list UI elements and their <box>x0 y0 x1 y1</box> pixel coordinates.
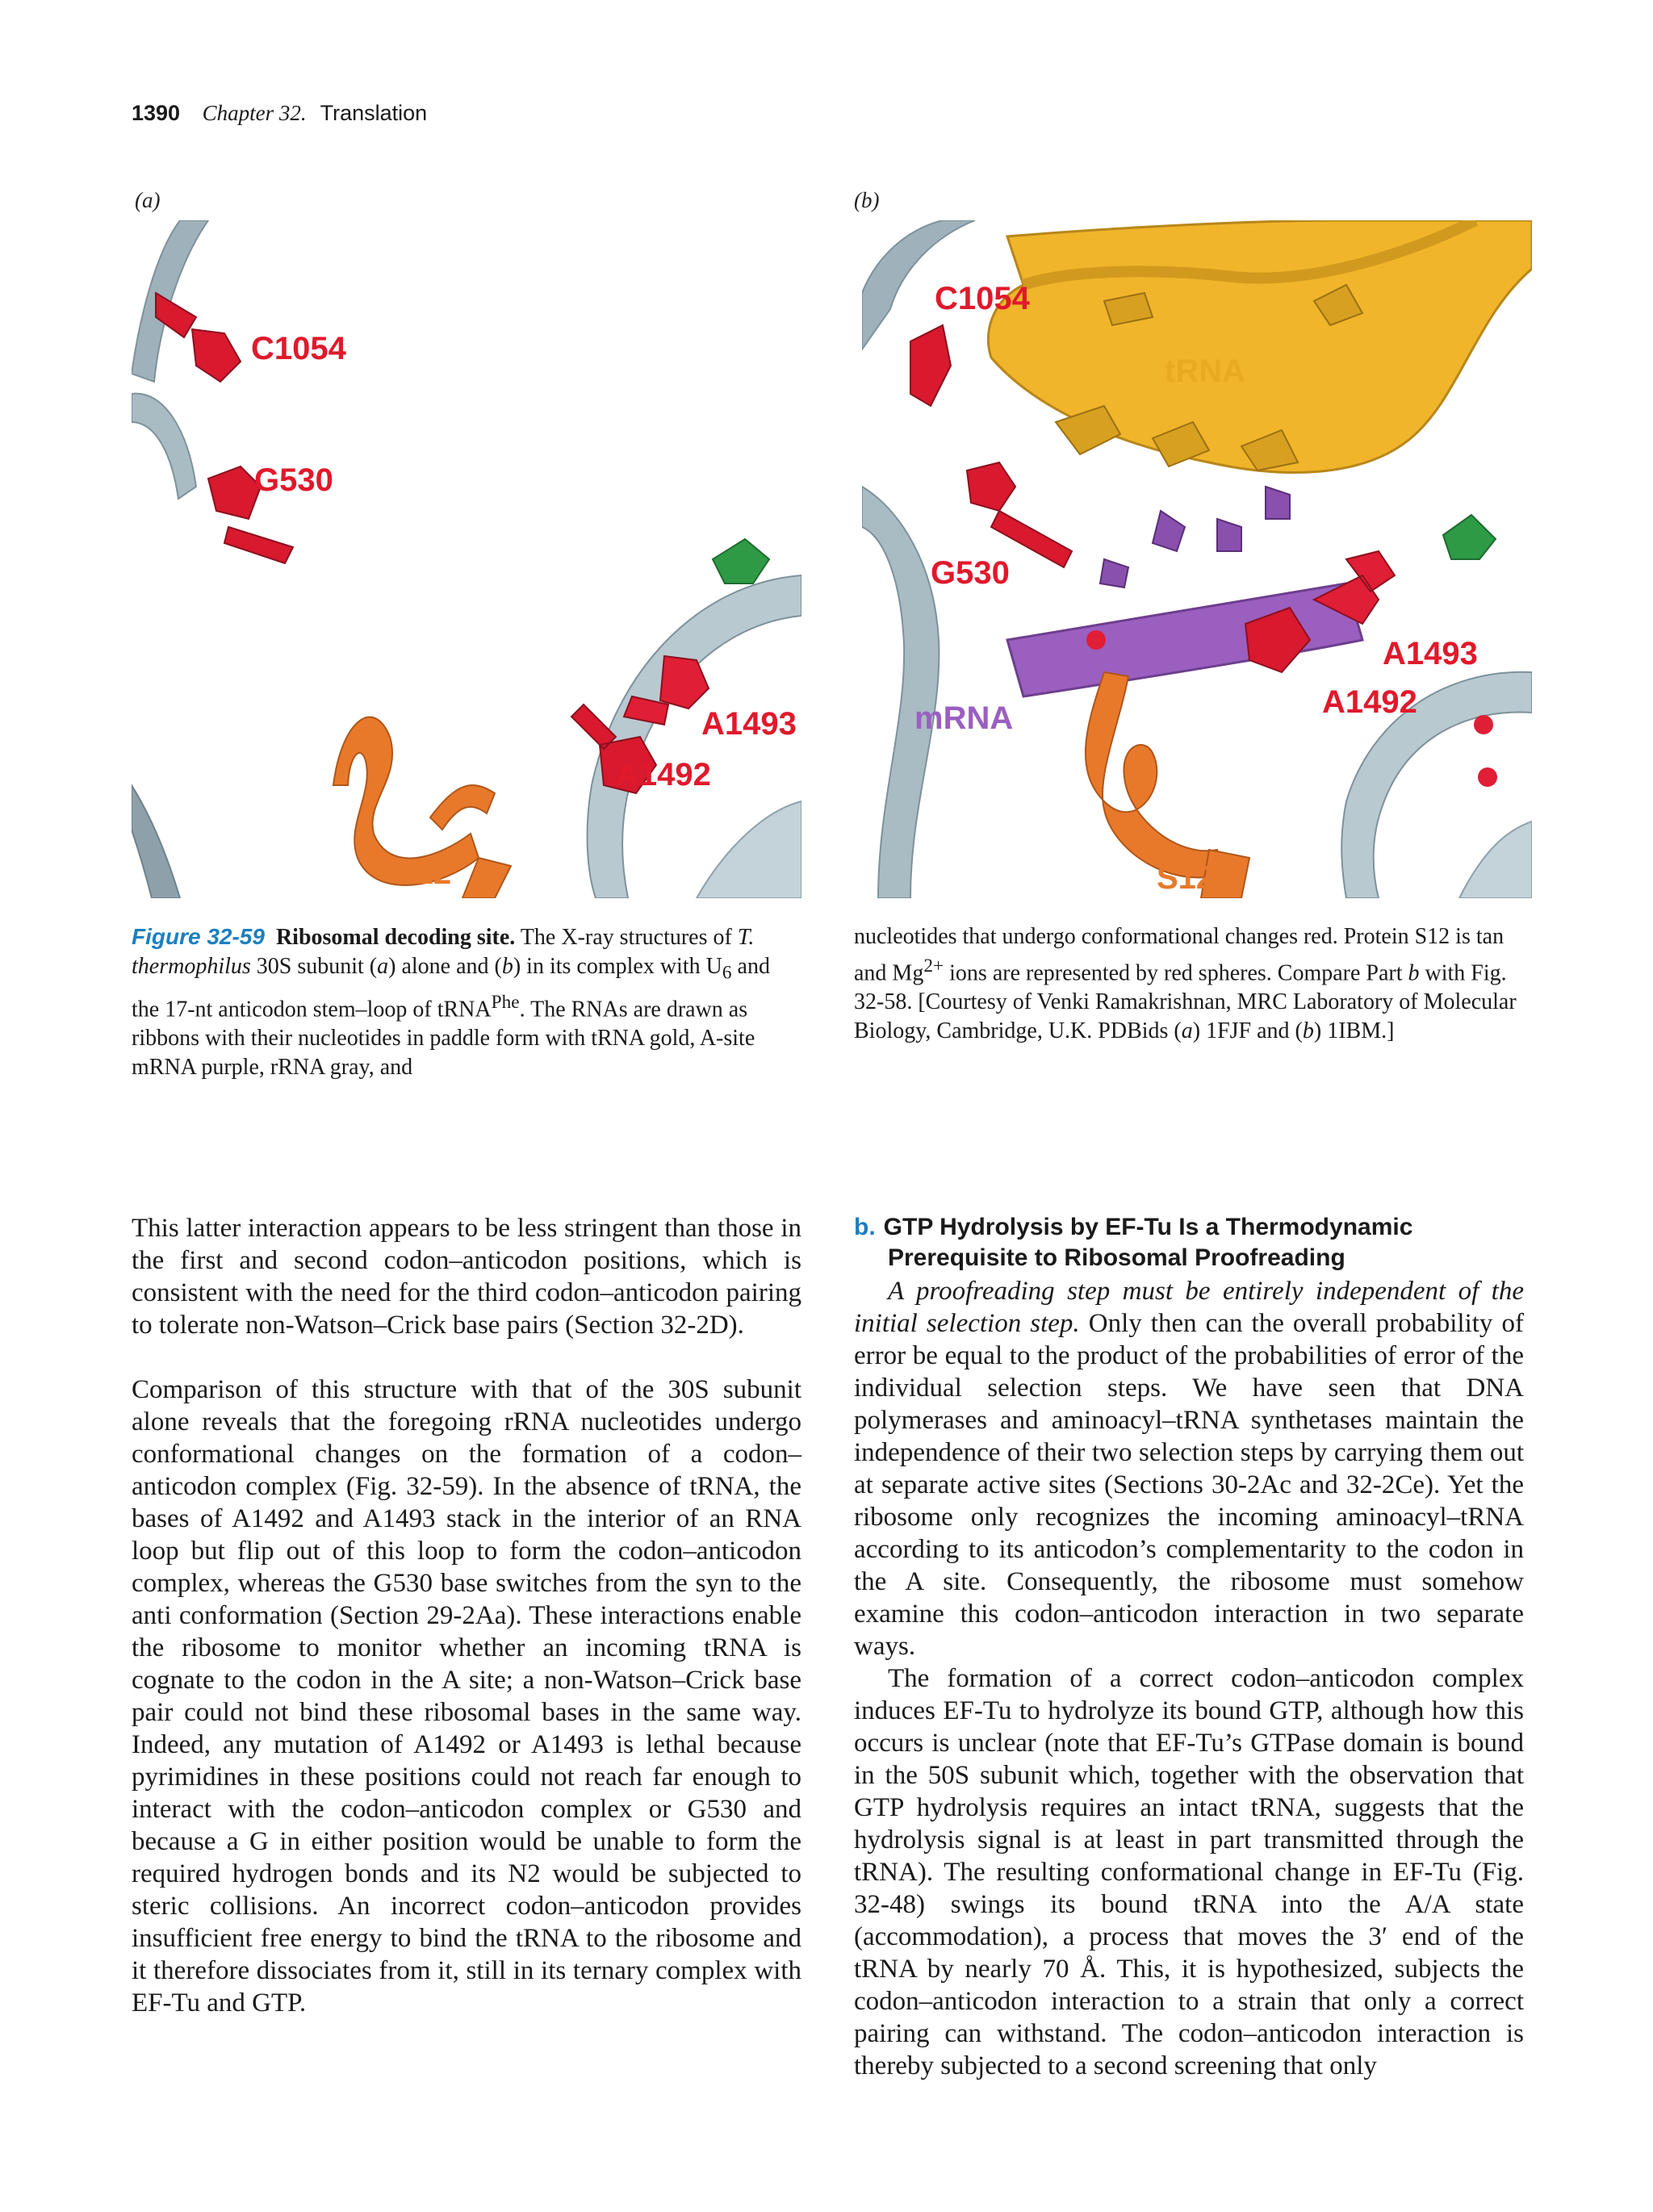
rrna-ribbon-bottom <box>132 785 180 898</box>
label-mrna: mRNA <box>914 700 1014 736</box>
c1054-nucleotide <box>156 293 241 382</box>
paragraph: The formation of a correct codon–anticodon complex induces EF-Tu to hydrolyze its bound GTP, although how this occurs is unclear (note that EF-Tu’s GTPase domain is bound in the 50S subunit which, together with the observation that GTP hydrolysis requires an intact tRNA, suggests that the hydrolysis signal is at least in part transmitted through the tRNA). The resulting conformational change in EF-Tu (Fig. 32-48) swings its bound tRNA into the A/A state (accommodation), a process that moves the 3′ end of the tRNA by nearly 70 Å. This, it is hypothesized, subjects the codon–anticodon interaction to a strain that only a correct pairing can withstand. The codon–anticodon interaction is thereby subjected to a second screening that only <box>854 1664 1524 2080</box>
figure-panel-b <box>862 220 1532 898</box>
caption-text: ) 1FJF and ( <box>1192 1018 1303 1044</box>
caption-ref-a: a <box>377 954 389 979</box>
rrna-ribbon-corner <box>697 801 801 898</box>
label-c1054: C1054 <box>935 281 1030 316</box>
section-heading <box>854 1212 1524 1273</box>
green-nucleotide <box>713 539 769 583</box>
panel-a-illustration <box>132 220 801 898</box>
caption-ref-b: b <box>501 954 513 979</box>
label-s12: S12 <box>394 855 452 891</box>
mg-ion <box>1474 715 1493 734</box>
page-number: 1390 <box>132 101 181 125</box>
figure-caption-col1 <box>132 922 801 1082</box>
label-a1492: A1492 <box>1322 684 1417 720</box>
paragraph: Comparison of this structure with that of the 30S subunit alone reveals that the foregoing rRNA nucleotides undergo conformational changes on the formation of a codon–anticodon complex (Fig. 32-59). In the absence of tRNA, the bases of A1492 and A1493 stack in the interior of an RNA loop but flip out of this loop to form the codon–anticodon complex, whereas the G530 base switches from the syn to the anti conformation (Section 29-2Aa). These interactions enable the ribosome to monitor whether an incoming tRNA is cognate to the codon in the A site; a non-Watson–Crick base pair could not bind these ribosomal bases in the same way. Indeed, any mutation of A1492 or A1493 is lethal because pyrimidines in these positions could not reach far enough to interact with the codon–anticodon complex or G530 and because a G in either position would be unable to form the required hydrogen bonds and its N2 would be subjected to steric collisions. An incorrect codon–anticodon provides insufficient free energy to bind the tRNA to the ribosome and it therefore dissociates from it, still in its ternary complex with EF-Tu and GTP. <box>132 1375 801 2018</box>
running-head <box>132 101 427 126</box>
paragraph-text: Only then can the overall probability of error be equal to the product of the probabilities of error of the individual selection steps. We have seen that DNA polymerases and aminoacyl–tRNA synthetases maintain the independence of their two selection steps by carrying them out at separate active sites (Sections 30-2Ac and 32-2Ce). Yet the ribosome only recognizes the incoming aminoacyl–tRNA according to its anticodon’s complementarity to the codon in the A site. Consequently, the ribosome must somehow examine this codon–anticodon interaction in two separate ways. <box>854 1309 1524 1661</box>
caption-subscript: 6 <box>722 962 732 984</box>
body-left-column <box>132 1212 801 2019</box>
panel-a-label: (a) <box>135 188 161 212</box>
caption-ref-b: b <box>1302 1018 1314 1044</box>
lead-italic-sentence: A proofreading step must be entirely independent of the initial selection step. <box>854 1277 1524 1338</box>
label-trna: tRNA <box>1165 353 1245 389</box>
caption-text: ions are represented by red spheres. Compare Part <box>944 960 1408 986</box>
section-title: GTP Hydrolysis by EF-Tu Is a Thermodynamic Prerequisite to Ribosomal Proofreading <box>883 1214 1413 1271</box>
caption-species: T. thermophilus <box>132 925 755 979</box>
label-g530: G530 <box>931 555 1010 591</box>
caption-superscript: 2+ <box>923 955 944 976</box>
caption-text: and the 17-nt anticodon stem–loop of tRNA <box>132 954 770 1022</box>
paragraph <box>854 1275 1524 1662</box>
caption-text: . The RNAs are drawn as ribbons with their nucleotides in paddle form with tRNA gold, A-site mRNA purple, rRNA gray, and <box>132 996 755 1080</box>
chapter-title: Translation <box>320 101 428 125</box>
label-c1054: C1054 <box>251 331 346 366</box>
caption-text: The X-ray structures of <box>520 925 738 950</box>
label-a1493: A1493 <box>701 706 797 742</box>
chapter-label: Chapter 32. <box>202 101 307 125</box>
caption-superscript: Phe <box>491 991 520 1013</box>
label-g530: G530 <box>254 462 333 498</box>
mg-ion <box>1086 630 1106 650</box>
caption-text: 30S subunit ( <box>250 954 378 979</box>
body-right-column <box>854 1212 1524 2082</box>
label-a1493: A1493 <box>1383 636 1478 671</box>
mg-ion <box>1478 767 1497 787</box>
figure-title: Ribosomal decoding site. <box>275 925 516 950</box>
caption-text: nucleotides that undergo conformational changes red. Protein S12 is tan and Mg <box>854 924 1504 986</box>
paragraph: This latter interaction appears to be less stringent than those in the first and second codon–anticodon positions, which is consistent with the need for the third codon–anticodon pairing to tolerate non-Watson–Crick base pairs (Section 32-2D). <box>132 1214 801 1340</box>
caption-text: with Fig. 32-58. [Courtesy of Venki Ramakrishnan, MRC Laboratory of Molecular Biology, Cambridge, U.K. PDBids ( <box>854 960 1517 1044</box>
caption-ref-a: a <box>1181 1018 1193 1044</box>
figure-caption-col2 <box>854 922 1524 1046</box>
panel-b-illustration <box>862 220 1532 898</box>
caption-text: ) in its complex with U <box>513 954 722 979</box>
caption-ref-b: b <box>1408 960 1420 986</box>
figure-number: Figure 32-59 <box>132 924 265 949</box>
figure-panel-a <box>132 220 801 898</box>
caption-text: ) alone and ( <box>388 954 502 979</box>
label-a1492: A1492 <box>616 757 711 792</box>
label-s12: S12 <box>1157 860 1215 896</box>
s12-strand <box>430 785 495 830</box>
section-letter: b. <box>854 1214 876 1240</box>
rrna-ribbon-mid <box>132 394 196 499</box>
caption-text: ) 1IBM.] <box>1313 1018 1395 1044</box>
panel-b-label: (b) <box>854 188 880 212</box>
